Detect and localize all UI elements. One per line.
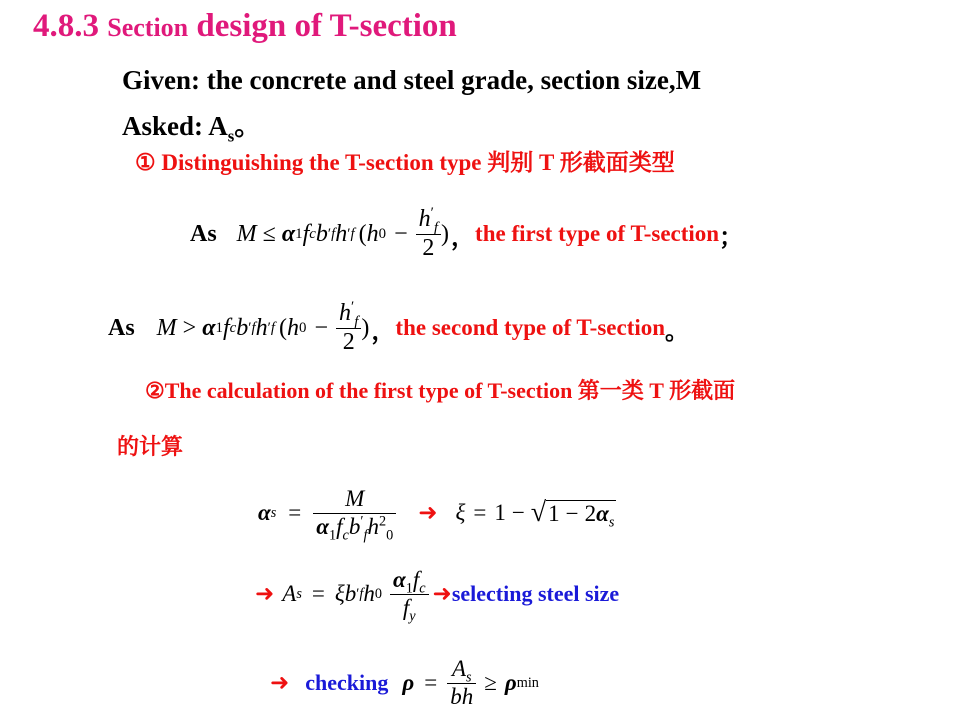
case1-note: the first type of T-section xyxy=(475,221,720,246)
case2-note: the second type of T-section xyxy=(395,315,666,340)
eq-As-row: ➜ A s = ξb ′ f h 0 $\frac{\alpha_1f_c}{f_y}$ ➜ selecting steel size xyxy=(255,567,620,625)
case2-comma: ， xyxy=(371,318,396,345)
right-arrow-icon: ➜ xyxy=(418,500,438,526)
case1-formula: M ≤ α 1 f c b ′ f h ′ f ( h 0 − $\frac{h'_f}{2}$ ) xyxy=(236,204,450,261)
page-title xyxy=(33,8,457,45)
title-rest: design of T-section xyxy=(196,8,457,44)
case2-row xyxy=(108,290,689,366)
given-line: Given: the concrete and steel grade, section size,M xyxy=(122,65,702,95)
asked-line xyxy=(122,104,262,146)
title-word-section: Section xyxy=(107,13,189,42)
case1-row xyxy=(190,196,743,272)
case2-as-label: As xyxy=(108,314,135,341)
case1-as-label: As xyxy=(190,220,217,247)
step1-heading: ① Distinguishing the T-section type 判别 T 形截面类型 xyxy=(135,150,675,175)
case1-comma: ， xyxy=(451,224,476,251)
case1-end: ； xyxy=(719,224,744,251)
step2-heading-cont: 的计算 xyxy=(117,434,184,459)
right-arrow-icon: ➜ xyxy=(270,670,290,696)
title-number: 4.8.3 xyxy=(33,8,99,44)
eq-alpha-s-row: α s = $\frac{M}{\alpha_1f_cb'_fh^2_0}$ ➜ ξ = 1 − √ $1 - 2\alpha_s$ xyxy=(258,486,615,544)
step2-heading: ②The calculation of the first type of T-section 第一类 T 形截面 xyxy=(145,378,736,403)
eq-checking-row: ➜ checking ρ = $\frac{A_s}{bh}$ ≥ ρ min xyxy=(270,656,539,709)
case2-formula: M > α 1 f c b ′ f h ′ f ( h 0 − $\frac{h'_f}{2}$ ) xyxy=(156,298,370,355)
asked-sub: s xyxy=(227,126,235,146)
asked-suffix: 。 xyxy=(234,111,262,141)
selecting-steel-size-label: selecting steel size xyxy=(451,581,620,606)
right-arrow-icon: ➜ xyxy=(255,581,275,607)
right-arrow-icon: ➜ xyxy=(432,581,452,607)
case2-end: 。 xyxy=(665,318,690,345)
asked-prefix: Asked: A xyxy=(122,111,228,141)
checking-label: checking xyxy=(305,670,389,695)
